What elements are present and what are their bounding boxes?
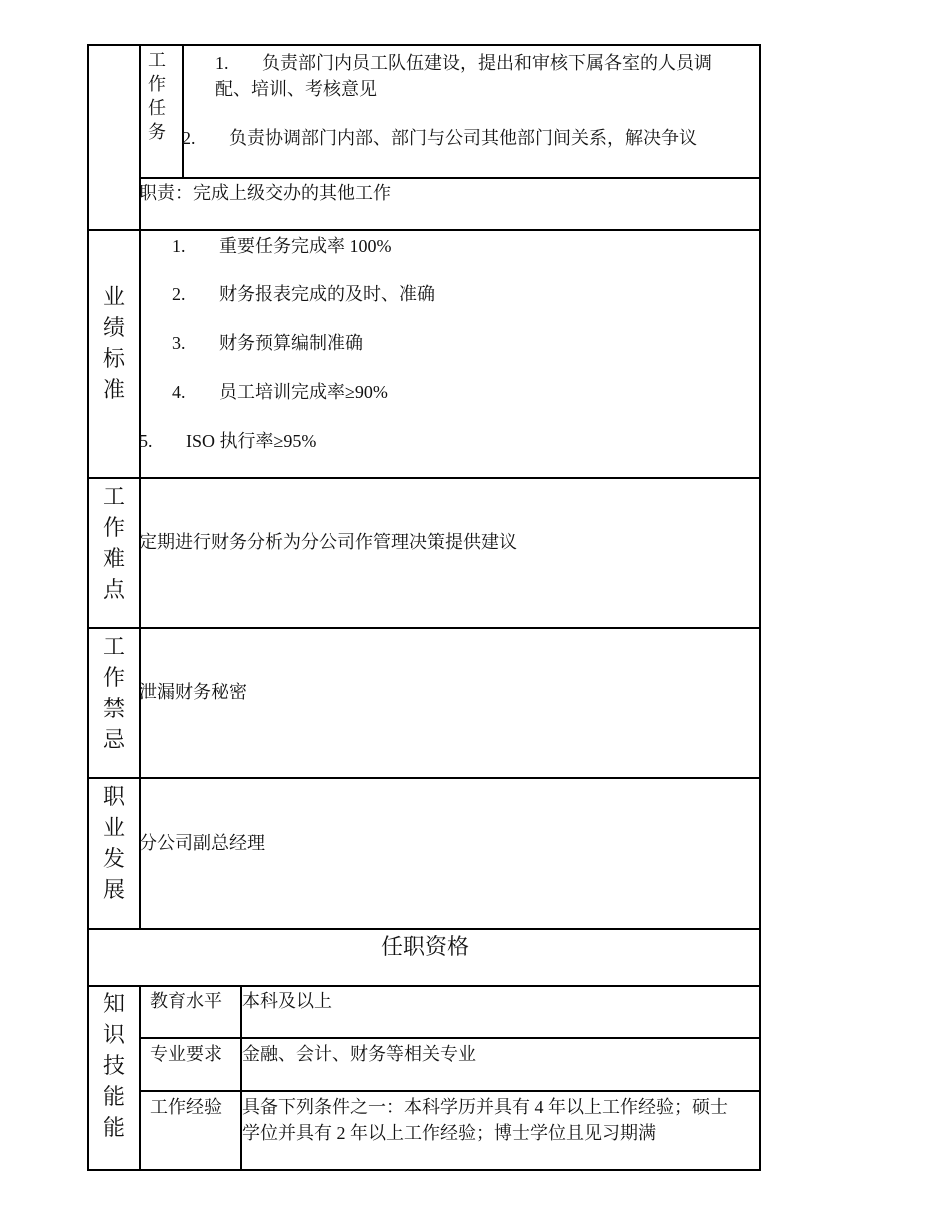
performance-item-2 [172, 281, 435, 307]
performance-item-4 [172, 379, 388, 405]
other-duty: 职责：完成上级交办的其他工作 [139, 183, 391, 203]
performance-item-2-num: 2. [172, 284, 186, 304]
row-divider [87, 627, 761, 629]
task-item-2 [182, 125, 697, 151]
major-key: 专业要求 [150, 1044, 222, 1064]
row-divider [87, 928, 761, 930]
qualification-title: 任职资格 [380, 934, 469, 959]
task-item-1-num: 1. [215, 53, 229, 73]
performance-item-4-num: 4. [172, 382, 186, 402]
table-border-bottom [87, 1169, 761, 1171]
row-divider [87, 777, 761, 779]
taboo-label: 工作禁忌 [102, 634, 125, 752]
major-value: 金融、会计、财务等相关专业 [242, 1044, 476, 1064]
career-label: 职业发展 [102, 784, 125, 902]
performance-item-4-text: 员工培训完成率≥90% [219, 382, 388, 402]
career-text: 分公司副总经理 [139, 833, 265, 853]
row-divider [139, 1090, 761, 1092]
row-divider [87, 477, 761, 479]
performance-item-2-text: 财务报表完成的及时、准确 [219, 284, 435, 304]
performance-item-1 [172, 233, 392, 259]
row-divider [87, 229, 761, 231]
education-key: 教育水平 [150, 991, 222, 1011]
knowledge-label: 知识技能能 [102, 991, 125, 1140]
task-item-1-text: 负责部门内员工队伍建设，提出和审核下属各室的人员调 [262, 53, 712, 73]
col-divider [139, 44, 141, 929]
row-divider [139, 1037, 761, 1039]
task-item-2-num: 2. [182, 128, 196, 148]
task-item-1 [215, 50, 712, 76]
experience-value: 具备下列条件之一：本科学历并具有 4 年以上工作经验；硕士 [242, 1097, 728, 1117]
table-border-top [87, 44, 761, 46]
col-divider [182, 44, 184, 178]
row-divider [139, 177, 761, 179]
performance-item-5-text: ISO 执行率≥95% [186, 431, 317, 451]
taboo-text: 泄漏财务秘密 [139, 682, 247, 702]
performance-item-3-num: 3. [172, 333, 186, 353]
performance-item-3 [172, 330, 363, 356]
difficulty-label: 工作难点 [102, 484, 125, 602]
performance-item-3-text: 财务预算编制准确 [219, 333, 363, 353]
performance-item-5-num: 5. [139, 431, 153, 451]
task-item-1-cont: 配、培训、考核意见 [215, 79, 377, 99]
task-item-2-text: 负责协调部门内部、部门与公司其他部门间关系，解决争议 [229, 128, 697, 148]
experience-value-cont: 学位并具有 2 年以上工作经验；博士学位且见习期满 [242, 1123, 656, 1143]
difficulty-text: 定期进行财务分析为分公司作管理决策提供建议 [139, 532, 517, 552]
col-divider [139, 985, 141, 1170]
performance-item-1-text: 重要任务完成率 100% [219, 236, 392, 256]
table-border-right [759, 44, 761, 1170]
row-divider [87, 985, 761, 987]
table-border-left [87, 44, 89, 1170]
performance-item-5 [139, 428, 316, 454]
performance-label: 业绩标准 [102, 284, 125, 402]
performance-item-1-num: 1. [172, 236, 186, 256]
education-value: 本科及以上 [242, 991, 332, 1011]
experience-key: 工作经验 [150, 1097, 222, 1117]
tasks-label: 工作任务 [148, 50, 166, 142]
